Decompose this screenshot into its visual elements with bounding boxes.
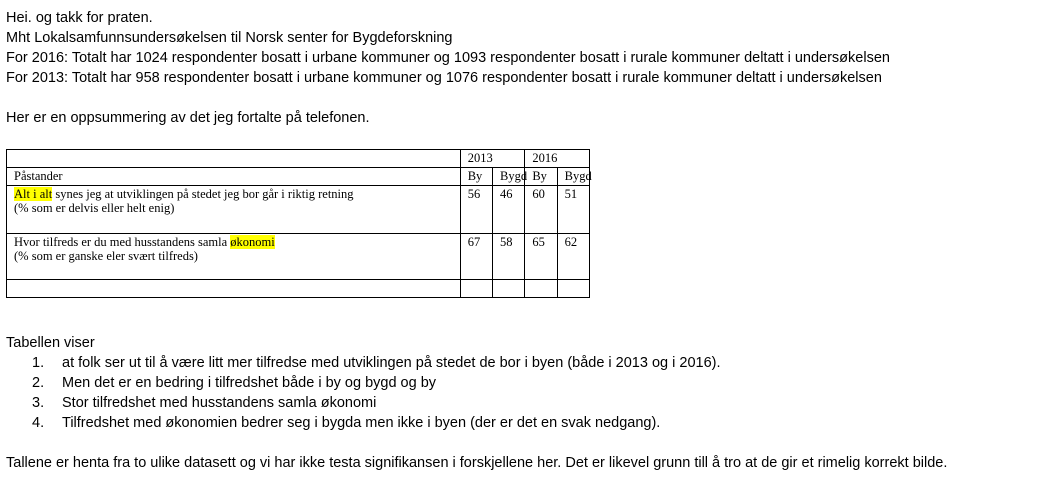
value-by-2013: 67 [460, 234, 492, 280]
survey-results-table [6, 149, 590, 298]
column-header-statements: Påstander [7, 168, 461, 186]
list-item-text: Men det er en bedring i tilfredshet både i by og bygd og by [62, 375, 437, 391]
blank-line [6, 433, 1040, 453]
statement-text: Hvor tilfreds er du med husstandens samla [14, 235, 231, 249]
value-by-2016: 60 [525, 186, 557, 234]
statement-cell-development [7, 186, 461, 234]
statement-note: (% som er ganske eler svært tilfreds) [14, 249, 198, 263]
table-corner-cell [7, 150, 461, 168]
empty-cell [7, 280, 461, 298]
highlighted-text: økonomi [230, 235, 275, 249]
table-row [7, 234, 590, 280]
year-2013-header: 2013 [460, 150, 525, 168]
highlighted-text: Alt i alt [14, 187, 53, 201]
findings-heading: Tabellen viser [6, 335, 95, 351]
statement-note: (% som er delvis eller helt enig) [14, 201, 175, 215]
respondents-2016-line: For 2016: Totalt har 1024 respondenter bosatt i urbane kommuner og 1093 respondenter bosatt i rurale kommuner deltatt i undersøkelsen [6, 50, 890, 66]
empty-cell [557, 280, 589, 298]
subject-line: Mht Lokalsamfunnsundersøkelsen til Norsk senter for Bygdeforskning [6, 30, 453, 46]
list-item-text: Stor tilfredshet med husstandens samla økonomi [62, 395, 377, 411]
value-bygd-2016: 51 [557, 186, 589, 234]
column-header-bygd-2013: Bygd [493, 168, 525, 186]
findings-list [6, 353, 1040, 433]
list-item-text: at folk ser ut til å være litt mer tilfredse med utviklingen på stedet de bor i byen (både i 2013 og i 2016). [62, 355, 721, 371]
column-header-bygd-2016: Bygd [557, 168, 589, 186]
greeting-line: Hei. og takk for praten. [6, 10, 153, 26]
statement-cell-economy [7, 234, 461, 280]
year-2016-header: 2016 [525, 150, 590, 168]
table-empty-row [7, 280, 590, 298]
list-number: 2. [32, 375, 45, 391]
value-bygd-2013: 58 [493, 234, 525, 280]
empty-cell [460, 280, 492, 298]
respondents-2013-line: For 2013: Totalt har 958 respondenter bosatt i urbane kommuner og 1076 respondenter bosatt i rurale kommuner deltatt i undersøkelsen [6, 70, 882, 86]
list-number: 3. [32, 395, 45, 411]
list-item [6, 413, 1040, 433]
value-by-2016: 65 [525, 234, 557, 280]
list-item [6, 373, 1040, 393]
empty-cell [525, 280, 557, 298]
summary-line: Her er en oppsummering av det jeg fortalte på telefonen. [6, 110, 370, 126]
blank-line [6, 88, 1036, 108]
list-number: 1. [32, 355, 45, 371]
table-row [7, 186, 590, 234]
value-by-2013: 56 [460, 186, 492, 234]
list-item-text: Tilfredshet med økonomien bedrer seg i bygda men ikke i byen (der er det en svak nedgang). [62, 415, 661, 431]
column-header-by-2013: By [460, 168, 492, 186]
value-bygd-2016: 62 [557, 234, 589, 280]
statement-text: synes jeg at utviklingen på stedet jeg bor går i riktig retning [52, 187, 354, 201]
document-body [6, 8, 1036, 128]
empty-cell [493, 280, 525, 298]
findings-section [6, 333, 1040, 473]
closing-line: Tallene er henta fra to ulike datasett og vi har ikke testa signifikansen i forskjellene her. Det er likevel grunn till å tro at de gir et rimelig korrekt bilde. [6, 455, 948, 471]
value-bygd-2013: 46 [493, 186, 525, 234]
list-item [6, 353, 1040, 373]
column-header-by-2016: By [525, 168, 557, 186]
table-column-header-row [7, 168, 590, 186]
list-item [6, 393, 1040, 413]
table-year-row [7, 150, 590, 168]
list-number: 4. [32, 415, 45, 431]
